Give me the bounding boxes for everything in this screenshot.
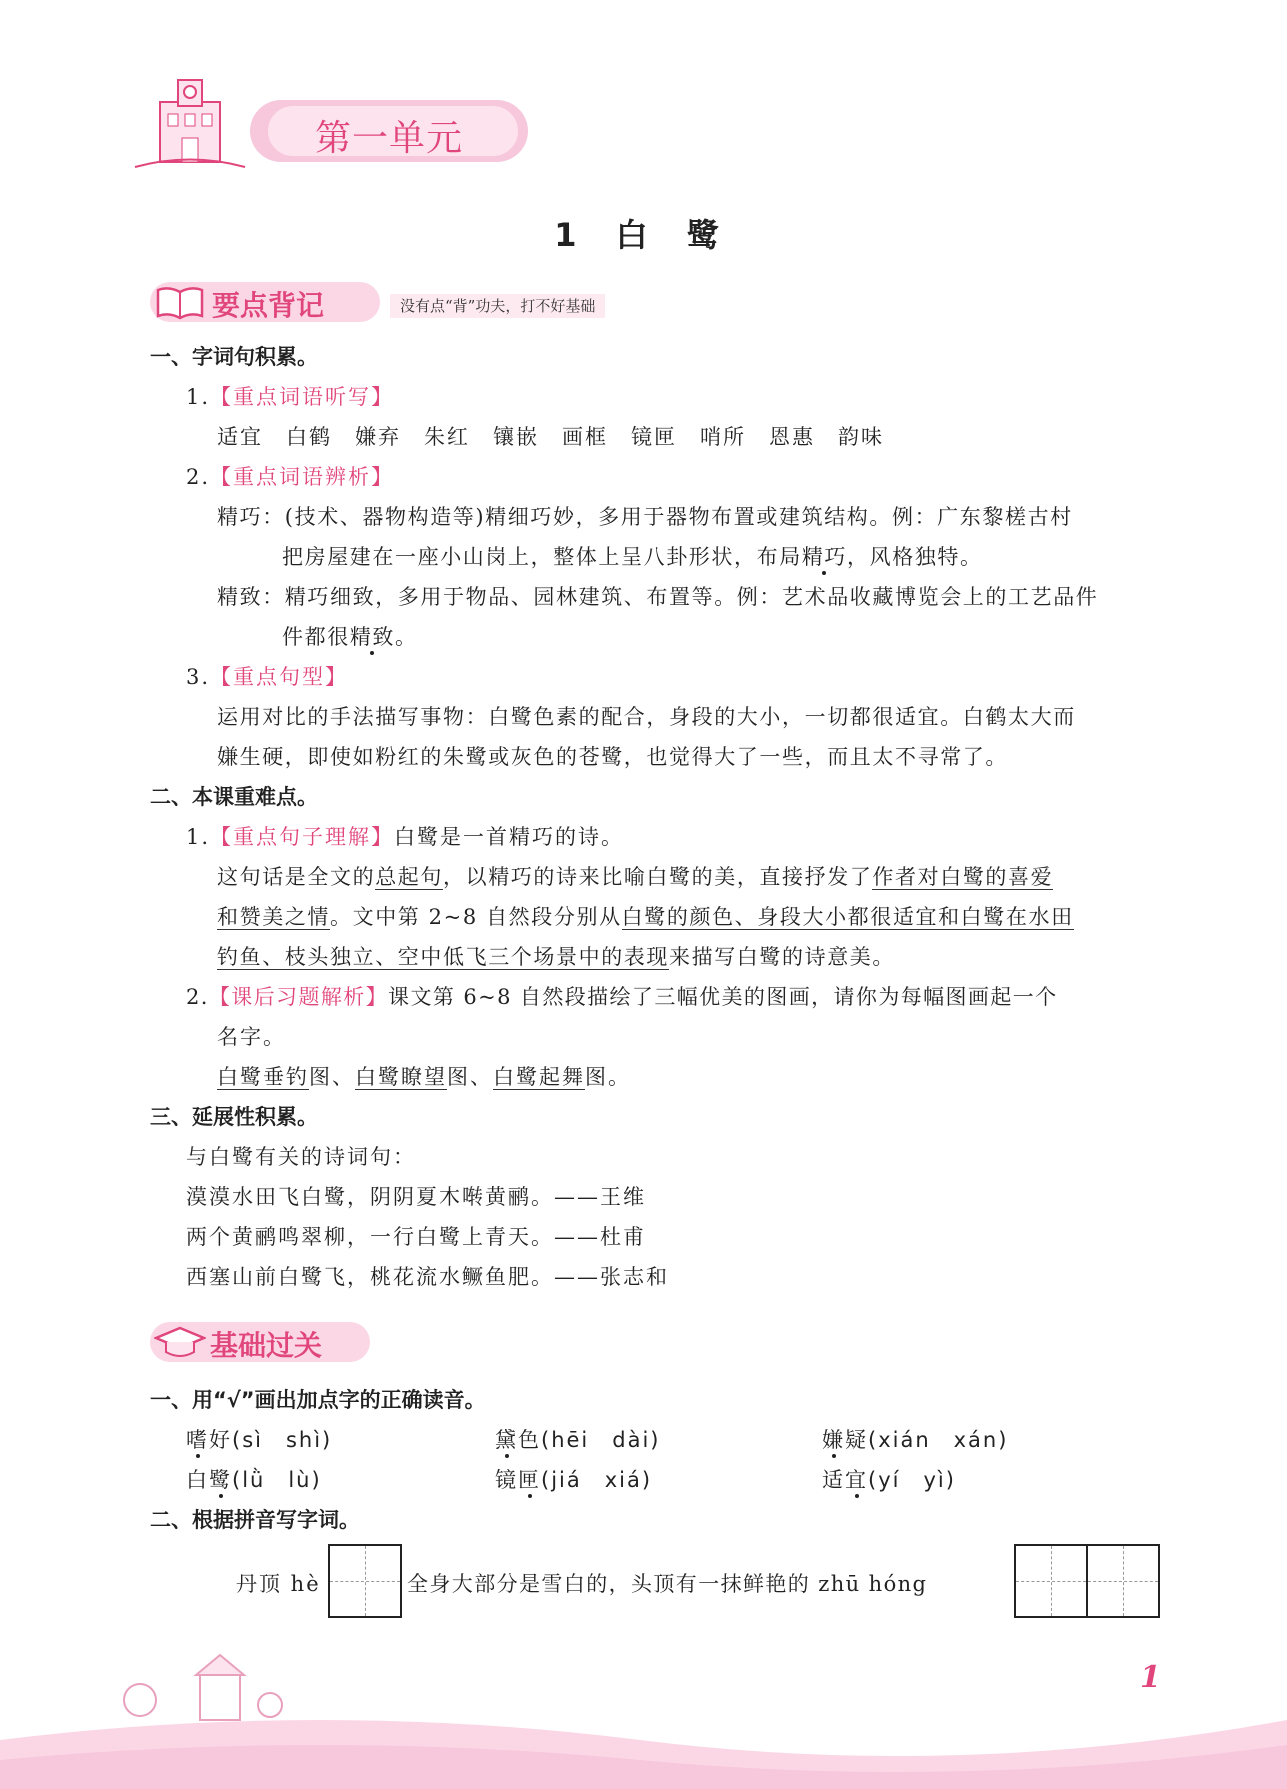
dotted-char: 嫌: [822, 1428, 845, 1452]
item-tag: 【课后习题解析】: [208, 985, 389, 1009]
text: 。: [395, 625, 418, 649]
underlined-text: 钓鱼、枝头独立、空中低飞三个场景中的表现: [217, 945, 669, 969]
pinyin-options[interactable]: (sì shì): [232, 1428, 333, 1452]
part2-heading: 二、本课重难点。: [150, 785, 318, 809]
key-sentence-b: 嫌生硬，即使如粉红的朱鹭或灰色的苍鹭，也觉得大了一些，而且太不寻常了。: [217, 745, 1008, 769]
char: 疑: [845, 1428, 868, 1452]
pinyin-item: [822, 1464, 956, 1494]
jingzhi-def: 精致：精巧细致，多用于物品、园林建筑、布置等。例：艺术品收藏博览会上的工艺品件: [217, 585, 1099, 609]
part1-item1: [186, 381, 394, 411]
underlined-text: 和赞美之情: [217, 905, 330, 929]
lesson-title: 1 白 鹭: [554, 216, 733, 254]
pinyin-options[interactable]: (yí yì): [868, 1468, 956, 1492]
text: 图、: [447, 1065, 493, 1089]
underlined-text: 总起句: [375, 865, 444, 889]
q2-heading: 二、根据拼音写字词。: [150, 1508, 360, 1532]
text: ，风格独特。: [847, 545, 983, 569]
pinyin-options[interactable]: (jiá xiá): [541, 1468, 653, 1492]
analysis-line-a: [217, 861, 1053, 891]
dotted-char: 黛: [495, 1428, 518, 1452]
unit-banner: [130, 100, 530, 166]
text: 这句话是全文的: [217, 865, 376, 889]
item-number: 3.: [186, 665, 211, 689]
writing-grid-box[interactable]: [328, 1544, 402, 1618]
dotted-word: 精致: [349, 625, 396, 649]
text: ，以精巧的诗来比喻白鹭的美，直接抒发了: [443, 865, 873, 889]
poem-line: 漠漠水田飞白鹭，阴阴夏木啭黄鹂。——王维: [186, 1185, 646, 1209]
text: 。文中第 2~8 自然段分别从: [330, 905, 622, 929]
item-tag: 【重点词语辨析】: [210, 465, 395, 489]
q2-prefix: 丹顶 hè: [236, 1572, 321, 1596]
pinyin-options[interactable]: (xián xán): [868, 1428, 1009, 1452]
dotted-char: 匣: [518, 1468, 541, 1492]
underlined-text: 白鹭垂钓: [217, 1065, 309, 1089]
text: 图。: [585, 1065, 631, 1089]
pinyin-item: [186, 1464, 322, 1494]
jingqiao-example: [282, 541, 983, 571]
part2-item2: [186, 981, 1058, 1011]
q2-middle: 全身大部分是雪白的，头顶有一抹鲜艳的 zhū hóng: [407, 1572, 928, 1596]
pinyin-options[interactable]: (hēi dài): [541, 1428, 661, 1452]
char: 白: [186, 1468, 209, 1492]
char: 色: [518, 1428, 541, 1452]
poem-line: 两个黄鹂鸣翠柳，一行白鹭上青天。——杜甫: [186, 1225, 646, 1249]
pinyin-item: [186, 1424, 332, 1454]
item-tag: 【重点句型】: [210, 665, 349, 689]
writing-grid-box[interactable]: [1014, 1544, 1088, 1618]
poem-line: 西塞山前白鹭飞，桃花流水鳜鱼肥。——张志和: [186, 1265, 669, 1289]
jingzhi-example: [282, 621, 418, 651]
text: 图、: [309, 1065, 355, 1089]
book-icon: [154, 284, 206, 320]
castle-illustration-icon: [100, 1650, 300, 1730]
writing-grid-box[interactable]: [1086, 1544, 1160, 1618]
item-number: 2.: [186, 985, 209, 1009]
section-label: 基础过关: [210, 1329, 323, 1362]
text: 把房屋建在一座小山岗上，整体上呈八卦形状，布局: [282, 545, 802, 569]
school-building-icon: [130, 72, 250, 182]
jingqiao-def: 精巧：(技术、器物构造等)精细巧妙，多用于器物布置或建筑结构。例：广东黎槎古村: [217, 505, 1073, 529]
dictation-words: 适宜 白鹤 嫌弃 朱红 镶嵌 画框 镜匣 哨所 恩惠 韵味: [217, 425, 884, 449]
part2-item1: [186, 821, 624, 851]
item-tag: 【重点词语听写】: [210, 385, 395, 409]
item-tag: 【重点句子理解】: [210, 825, 395, 849]
text: 件都很: [282, 625, 350, 649]
char: 好: [209, 1428, 232, 1452]
part3-heading: 三、延展性积累。: [150, 1105, 318, 1129]
pinyin-item: [495, 1464, 652, 1494]
analysis-line-b: [217, 901, 1074, 931]
underlined-text: 白鹭的颜色、身段大小都很适宜和白鹭在水田: [621, 905, 1074, 929]
unit-title: 第一单元: [315, 118, 464, 159]
item-number: 2.: [186, 465, 211, 489]
underlined-text: 白鹭瞭望: [355, 1065, 447, 1089]
q1-heading: 一、用“√”画出加点字的正确读音。: [150, 1388, 486, 1412]
section-header-key-points: [150, 278, 650, 324]
section-header-basics: [150, 1318, 550, 1364]
part1-heading: 一、字词句积累。: [150, 345, 318, 369]
dotted-char: 鹭: [209, 1468, 232, 1492]
poems-intro: 与白鹭有关的诗词句：: [186, 1145, 416, 1169]
item-text: 课文第 6~8 自然段描绘了三幅优美的图画，请你为每幅图画起一个: [388, 985, 1058, 1009]
pinyin-item: [495, 1424, 660, 1454]
part1-item3: [186, 661, 348, 691]
item-text: 白鹭是一首精巧的诗。: [394, 825, 625, 849]
underlined-text: 白鹭起舞: [493, 1065, 585, 1089]
analysis-line-c: [217, 941, 895, 971]
section-note: 没有点“背”功夫，打不好基础: [390, 294, 605, 318]
dotted-char: 宜: [845, 1468, 868, 1492]
dotted-char: 嗜: [186, 1428, 209, 1452]
char: 镜: [495, 1468, 518, 1492]
key-sentence-a: 运用对比的手法描写事物：白鹭色素的配合，身段的大小，一切都很适宜。白鹤太大而: [217, 705, 1076, 729]
graduation-cap-icon: [154, 1324, 206, 1360]
dotted-word: 精巧: [801, 545, 848, 569]
char: 适: [822, 1468, 845, 1492]
text: 来描写白鹭的诗意美。: [669, 945, 895, 969]
section-label: 要点背记: [212, 289, 325, 322]
item-number: 1.: [186, 825, 211, 849]
item-number: 1.: [186, 385, 211, 409]
pinyin-item: [822, 1424, 1008, 1454]
pinyin-options[interactable]: (lǜ lù): [232, 1468, 322, 1492]
part1-item2: [186, 461, 394, 491]
part2-item2-cont: 名字。: [217, 1025, 286, 1049]
page-number: 1: [1140, 1660, 1161, 1695]
underlined-text: 作者对白鹭的喜爱: [872, 865, 1054, 889]
picture-names-answer: [217, 1061, 631, 1091]
